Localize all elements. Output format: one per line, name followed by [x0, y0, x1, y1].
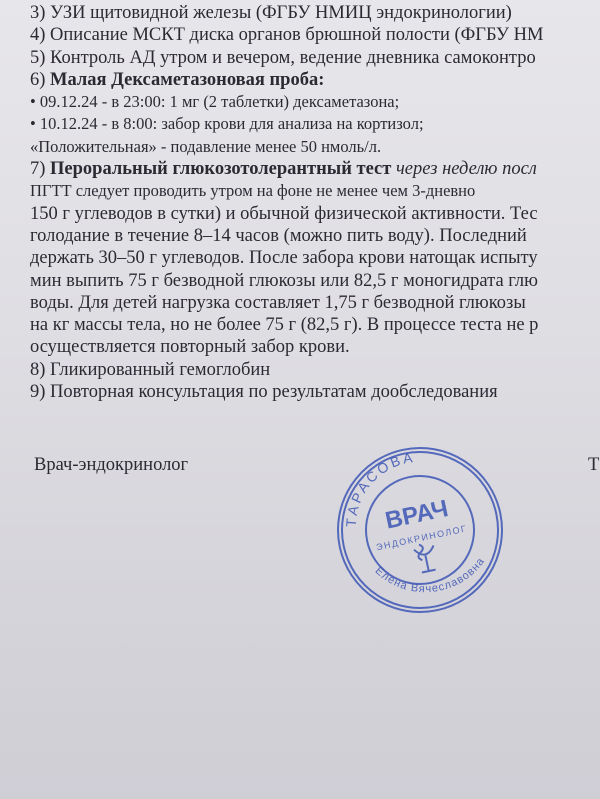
paragraph-line-4: держать 30–50 г углеводов. После забора крови натощак испыту	[30, 248, 538, 269]
item-6: 6) Малая Дексаметазоновая проба:	[30, 69, 325, 90]
bullet-3: «Положительная» - подавление менее 50 нмоль/л.	[30, 136, 382, 156]
item-9: 9) Повторная консультация по результатам дообследования	[30, 382, 498, 403]
item-7-note: через неделю посл	[391, 159, 537, 180]
stamp-seal	[330, 440, 510, 620]
document-body	[30, 2, 600, 403]
item-5: 5) Контроль АД утром и вечером, ведение дневника самоконтро	[30, 47, 536, 68]
doctor-stamp	[330, 440, 510, 620]
doctor-title: Врач-эндокринолог	[34, 455, 189, 475]
stamp-bottom-text: Елена Вячеславовна	[372, 555, 488, 596]
item-7: 7) Пероральный глюкозотолерантный тест через неделю посл	[30, 159, 537, 180]
bullet-1: • 09.12.24 - в 23:00: 1 мг (2 таблетки) дексаметазона;	[30, 92, 400, 112]
paragraph-line-8: осуществляется повторный забор крови.	[30, 337, 350, 358]
bullet-2: • 10.12.24 - в 8:00: забор крови для анализа на кортизол;	[30, 114, 424, 134]
item-6-title: Малая Дексаметазоновая проба:	[50, 69, 325, 90]
item-3: 3) УЗИ щитовидной железы (ФГБУ НМИЦ эндокринологии)	[30, 3, 512, 23]
paragraph-line-5: мин выпить 75 г безводной глюкозы или 82,5 г моногидрата глю	[30, 270, 538, 291]
medicine-cup-icon	[413, 542, 438, 574]
item-4: 4) Описание МСКТ диска органов брюшной полости (ФГБУ НМ	[30, 25, 544, 46]
paragraph-line-1: ПГТТ следует проводить утром на фоне не менее чем 3-дневно	[30, 181, 476, 201]
item-7-title: Пероральный глюкозотолерантный тест	[50, 159, 392, 180]
doctor-name-fragment: Т	[588, 455, 600, 475]
paragraph-line-6: воды. Для детей нагрузка составляет 1,75 г безводной глюкозы	[30, 292, 526, 313]
paragraph-line-7: на кг массы тела, но не более 75 г (82,5 г). В процессе теста не р	[30, 315, 539, 336]
item-8: 8) Гликированный гемоглобин	[30, 359, 271, 380]
paragraph-line-2: 150 г углеводов в сутки) и обычной физической активности. Тес	[30, 203, 538, 224]
stamp-center-text: ВРАЧ	[382, 495, 451, 535]
paragraph-line-3: голодание в течение 8–14 часов (можно пить воду). Последний	[30, 225, 527, 246]
stamp-top-text: ТАРАСОВА	[342, 448, 417, 528]
stamp-middle-text: ЭНДОКРИНОЛОГ	[375, 523, 469, 553]
